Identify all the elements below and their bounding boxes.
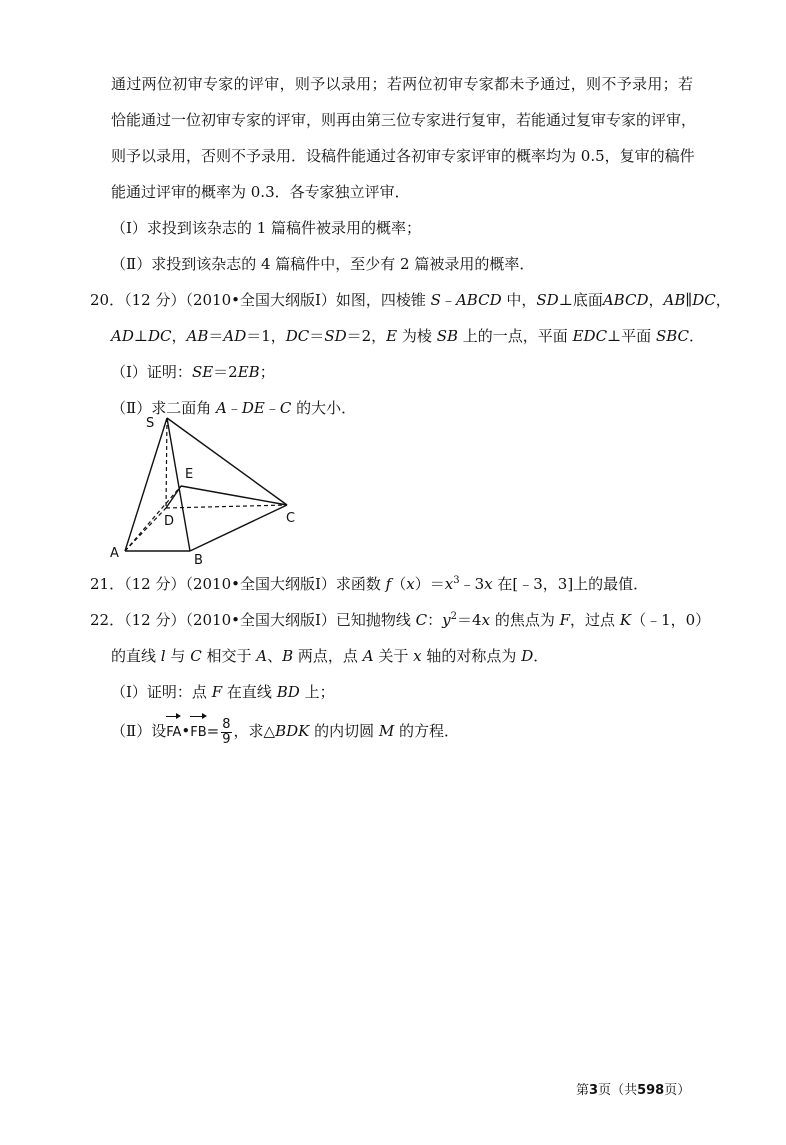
label-S: S [146,416,155,431]
problem-19-line-1: 通过两位初审专家的评审，则予以录用；若两位初审专家都未予通过，则不予录用；若 [111,75,693,93]
problem-19-line-4: 能通过评审的概率为 0.3．各专家独立评审． [111,183,410,201]
problem-20-question-2: （Ⅱ）求二面角 A﹣DE﹣C 的大小． [111,399,357,417]
edge-EC [181,486,287,505]
problem-21-line-1: 21．（12 分）（2010•全国大纲版Ⅰ）求函数 $f(x)=x^3﹣3x$ 在[﹣3，3]上的最值． [90,575,649,593]
edge-SD [166,418,167,508]
edge-BC [190,505,287,551]
page-footer: 第3页（共598页） [576,1083,691,1098]
problem-22-line-2: 的直线 l 与 C 相交于 A、B 两点，点 A 关于 x 轴的对称点为 D． [111,647,549,665]
problem-19-line-3: 则予以录用，否则不予录用．设稿件能通过各初审专家评审的概率均为 0.5，复审的稿件 [111,147,695,165]
problem-20-line-1: 20．（12 分）（2010•全国大纲版Ⅰ）如图，四棱锥 S﹣ABCD 中，SD⊥底面ABCD，AB∥DC， [90,291,731,309]
edge-SC [167,418,287,505]
fraction-8-9: $\frac{8}{9}$ [222,716,231,747]
edge-SA [125,418,167,551]
label-A: A [110,546,119,561]
edge-SB [167,418,190,551]
edge-DC [166,505,287,508]
edge-ED [166,486,181,508]
problem-19-question-2: （Ⅱ）求投到该杂志的 4 篇稿件中，至少有 2 篇被录用的概率． [111,255,535,273]
problem-22-question-2: （Ⅱ）设FA•FB= $\frac{8}{9}$ ，求△BDK 的内切圆 M 的方程． [111,714,459,748]
pyramid-figure [100,405,310,565]
vector-FB: FB [190,714,206,748]
problem-19-question-1: （Ⅰ）求投到该杂志的 1 篇稿件被录用的概率； [111,219,422,237]
problem-20-line-2: AD⊥DC，AB＝AD＝1，DC＝SD＝2，E 为棱 SB 上的一点，平面 EDC⊥平面 SBC． [111,327,705,345]
problem-20-question-1: （Ⅰ）证明：SE＝2EB； [111,363,275,381]
label-D: D [164,514,175,529]
problem-19-line-2: 恰能通过一位初审专家的评审，则再由第三位专家进行复审，若能通过复审专家的评审， [111,111,697,129]
label-C: C [286,511,296,526]
problem-22-line-1: 22．（12 分）（2010•全国大纲版Ⅰ）已知抛物线 C：$y^2=4x$ 的焦点为 F，过点 K（﹣1，0） [90,611,711,629]
label-B: B [194,553,203,565]
label-E: E [185,467,194,482]
problem-22-question-1: （Ⅰ）证明：点 F 在直线 BD 上； [111,683,335,701]
vector-FA: FA [166,714,181,748]
